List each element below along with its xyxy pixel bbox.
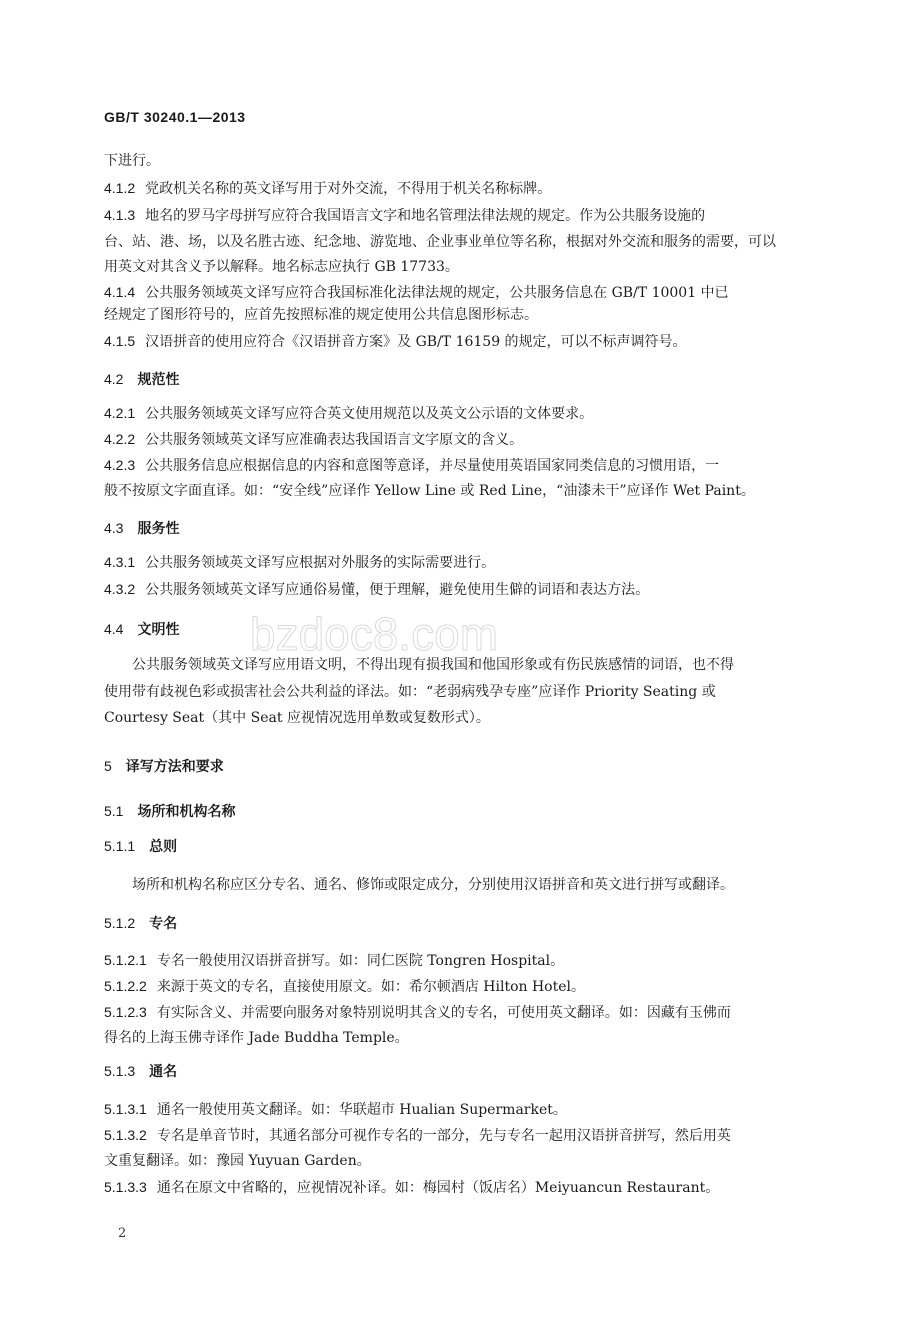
clause-line: [104, 404, 832, 423]
clause-number: 5.1.3.3: [104, 1179, 147, 1195]
line-text: 经规定了图形符号的，应首先按照标准的规定使用公共信息图形标志。: [104, 307, 538, 323]
clause-line: [104, 332, 832, 351]
clause-number: 4.3.2: [104, 581, 136, 597]
line-text: 公共服务领域英文译写应符合英文使用规范以及英文公示语的文体要求。: [145, 406, 594, 422]
section-heading: [104, 519, 179, 537]
line-text: 专名是单音节时，其通名部分可视作专名的一部分，先与专名一起用汉语拼音拼写，然后用英: [156, 1128, 731, 1144]
line-text: 下进行。: [104, 153, 160, 169]
line-text: 使用带有歧视色彩或损害社会公共利益的译法。如：“老弱病残孕专座”应译作 Priority Seating 或: [104, 684, 716, 700]
clause-number: 4.2.3: [104, 457, 136, 473]
line-text: 公共服务领域英文译写应用语文明，不得出现有损我国和他国形象或有伤民族感情的词语，也不得: [132, 657, 734, 673]
clause-number: 4.2.2: [104, 431, 136, 447]
paragraph-line: [132, 656, 832, 674]
line-text: 有实际含义、并需要向服务对象特别说明其含义的专名，可使用英文翻译。如：因藏有玉佛而: [156, 1005, 731, 1021]
section-heading: [104, 620, 179, 638]
heading-number: 4.4: [104, 621, 124, 637]
heading-number: 4.3: [104, 520, 124, 536]
heading-number: 5.1.2: [104, 915, 136, 931]
heading-title: 通名: [149, 1063, 178, 1079]
heading-title: 专名: [149, 915, 178, 931]
page-number: 2: [118, 1226, 127, 1241]
line-text: 公共服务领域英文译写应根据对外服务的实际需要进行。: [145, 555, 496, 571]
clause-line: [104, 1126, 832, 1145]
line-text: 台、站、港、场，以及名胜古迹、纪念地、游览地、企业事业单位等名称，根据对外交流和服务的需要，可以: [104, 234, 776, 250]
standard-number-header: GB/T 30240.1—2013: [104, 109, 246, 125]
clause-number: 5.1.2.1: [104, 952, 147, 968]
clause-number: 4.1.5: [104, 333, 136, 349]
subsection-heading: [104, 837, 177, 855]
text-line: [104, 1029, 832, 1047]
heading-title: 服务性: [137, 520, 180, 536]
heading-title: 规范性: [137, 371, 180, 387]
clause-number: 5.1.3.1: [104, 1101, 147, 1117]
clause-number: 4.1.2: [104, 180, 136, 196]
text-line: [104, 482, 832, 500]
clause-line: [104, 553, 832, 572]
text-line: [104, 233, 832, 251]
line-text: 来源于英文的专名，直接使用原文。如：希尔顿酒店 Hilton Hotel。: [156, 979, 585, 995]
heading-number: 5: [104, 758, 112, 774]
clause-line: [104, 430, 832, 449]
line-text: 党政机关名称的英文译写用于对外交流，不得用于机关名称标牌。: [145, 181, 552, 197]
line-text: 公共服务领域英文译写应通俗易懂，便于理解，避免使用生僻的词语和表达方法。: [145, 582, 650, 598]
clause-line: [104, 580, 832, 599]
clause-line: [104, 1003, 832, 1022]
clause-line: [104, 179, 832, 198]
clause-line: [104, 977, 832, 996]
line-text: 般不按原文字面直译。如：“安全线”应译作 Yellow Line 或 Red Line，“油漆未干”应译作 Wet Paint。: [104, 483, 755, 499]
heading-title: 文明性: [137, 621, 180, 637]
line-text: 场所和机构名称应区分专名、通名、修饰或限定成分，分别使用汉语拼音和英文进行拼写或翻译。: [132, 877, 734, 893]
section-heading: [104, 370, 179, 388]
clause-number: 5.1.3.2: [104, 1127, 147, 1143]
text-line: [104, 1152, 832, 1170]
text-line: [104, 709, 832, 727]
line-text: 通名在原文中省略的，应视情况补译。如：梅园村（饭店名）Meiyuancun Restaurant。: [156, 1180, 720, 1196]
heading-number: 5.1.1: [104, 838, 136, 854]
line-text: 通名一般使用英文翻译。如：华联超市 Hualian Supermarket。: [156, 1102, 567, 1118]
heading-title: 场所和机构名称: [137, 803, 236, 819]
clause-line: [104, 951, 832, 970]
line-text: 专名一般使用汉语拼音拼写。如：同仁医院 Tongren Hospital。: [156, 953, 565, 969]
line-text: 得名的上海玉佛寺译作 Jade Buddha Temple。: [104, 1030, 409, 1046]
heading-title: 译写方法和要求: [125, 758, 224, 774]
clause-number: 4.1.3: [104, 207, 136, 223]
chapter-heading: [104, 757, 224, 775]
line-text: 汉语拼音的使用应符合《汉语拼音方案》及 GB/T 16159 的规定，可以不标声调符号。: [145, 334, 687, 350]
line-text: Courtesy Seat（其中 Seat 应视情况选用单数或复数形式）。: [104, 710, 490, 726]
clause-number: 4.2.1: [104, 405, 136, 421]
clause-line: [104, 283, 832, 302]
line-text: 公共服务领域英文译写应符合我国标准化法律法规的规定，公共服务信息在 GB/T 10001 中已: [145, 285, 729, 301]
clause-line: [104, 206, 832, 225]
text-line: [104, 683, 832, 701]
line-text: 文重复翻译。如：豫园 Yuyuan Garden。: [104, 1153, 371, 1169]
text-line: [104, 152, 832, 170]
clause-line: [104, 1178, 832, 1197]
clause-number: 5.1.2.3: [104, 1004, 147, 1020]
heading-number: 5.1.3: [104, 1063, 136, 1079]
section-heading: [104, 802, 235, 820]
heading-title: 总则: [149, 838, 178, 854]
subsection-heading: [104, 914, 177, 932]
text-line: [104, 306, 832, 324]
heading-number: 4.2: [104, 371, 124, 387]
watermark-text: bzdoc8.com: [250, 608, 499, 660]
line-text: 公共服务信息应根据信息的内容和意图等意译，并尽量使用英语国家同类信息的习惯用语，一: [145, 458, 720, 474]
heading-number: 5.1: [104, 803, 124, 819]
paragraph-line: [132, 876, 832, 894]
line-text: 公共服务领域英文译写应准确表达我国语言文字原文的含义。: [145, 432, 524, 448]
clause-line: [104, 456, 832, 475]
clause-number: 4.3.1: [104, 554, 136, 570]
subsection-heading: [104, 1062, 177, 1080]
clause-number: 4.1.4: [104, 284, 136, 300]
clause-number: 5.1.2.2: [104, 978, 147, 994]
text-line: [104, 258, 832, 276]
clause-line: [104, 1100, 832, 1119]
line-text: 地名的罗马字母拼写应符合我国语言文字和地名管理法律法规的规定。作为公共服务设施的: [145, 208, 706, 224]
line-text: 用英文对其含义予以解释。地名标志应执行 GB 17733。: [104, 259, 459, 275]
